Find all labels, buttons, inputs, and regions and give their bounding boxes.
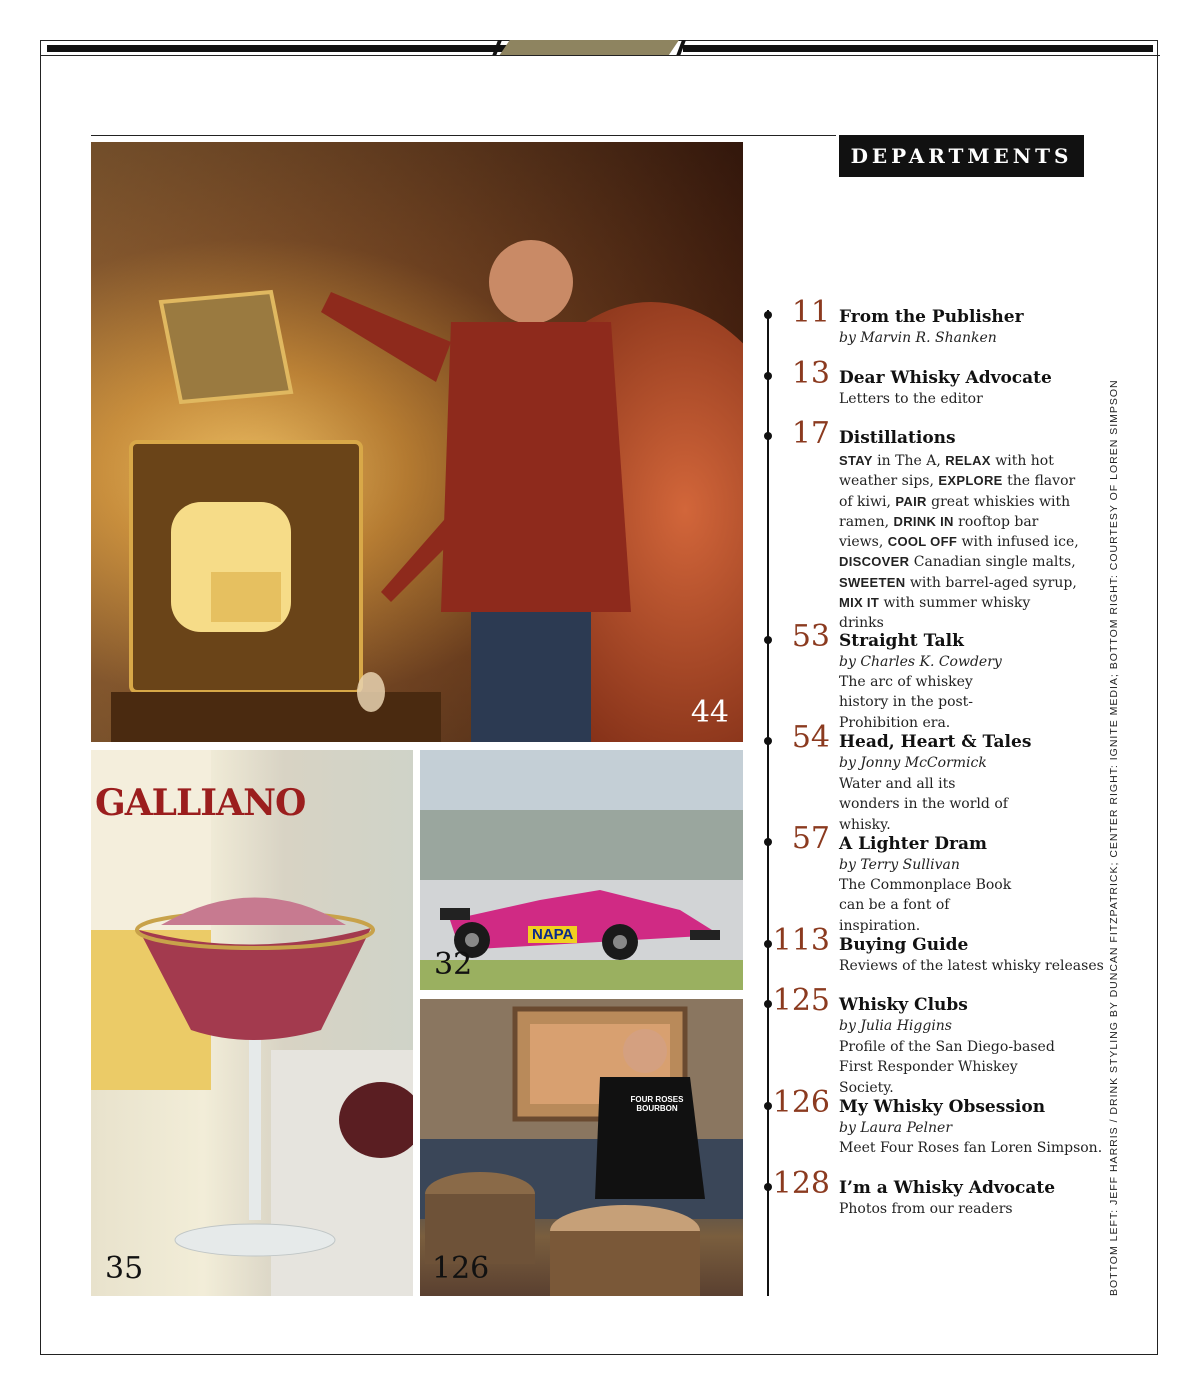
keyword: STAY bbox=[839, 453, 873, 468]
section-label: DEPARTMENTS bbox=[839, 135, 1084, 177]
toc-title[interactable]: I’m a Whisky Advocate bbox=[839, 1178, 1056, 1198]
distiller-photo bbox=[91, 142, 743, 742]
toc-byline: by Charles K. Cowdery bbox=[839, 654, 1002, 670]
keyword-text: with infused ice, bbox=[957, 534, 1079, 551]
toc-byline: by Jonny McCormick bbox=[839, 755, 987, 771]
keyword-text: the flavor of kiwi, bbox=[839, 473, 1076, 510]
toc-title[interactable]: Head, Heart & Tales bbox=[839, 732, 1032, 752]
keyword: SWEETEN bbox=[839, 574, 906, 590]
photo-page-number: 126 bbox=[432, 1251, 490, 1286]
toc-description: Water and all its wonders in the world of whisky. bbox=[839, 776, 1008, 833]
keyword: RELAX bbox=[945, 453, 991, 468]
keyword-text: with hot weather sips, bbox=[839, 453, 1054, 490]
keyword: PAIR bbox=[895, 493, 927, 509]
toc-page-number: 13 bbox=[791, 356, 830, 391]
toc-title[interactable]: Straight Talk bbox=[839, 631, 964, 651]
toc-byline: by Marvin R. Shanken bbox=[839, 330, 997, 346]
toc-description: Profile of the San Diego-based First Responder Whiskey Society. bbox=[839, 1039, 1055, 1096]
toc-title[interactable]: Dear Whisky Advocate bbox=[839, 368, 1052, 388]
keyword: COOL OFF bbox=[887, 534, 958, 550]
photo-top-rule bbox=[91, 135, 836, 136]
toc-page-number: 53 bbox=[791, 619, 830, 654]
shirt-logo: FOUR ROSES BOURBON bbox=[630, 1095, 684, 1113]
header-bar-right bbox=[683, 45, 1153, 52]
toc-title[interactable]: A Lighter Dram bbox=[839, 834, 988, 854]
keyword-text: in The A, bbox=[872, 453, 946, 469]
toc-title[interactable]: My Whisky Obsession bbox=[839, 1097, 1046, 1117]
keyword: DISCOVER bbox=[839, 554, 910, 570]
cocktail-illustration bbox=[91, 750, 413, 1296]
photo-page-number: 32 bbox=[434, 947, 473, 982]
toc-description: Letters to the editor bbox=[839, 391, 983, 407]
keyword-text: with summer whisky drinks bbox=[839, 595, 1031, 632]
toc-title[interactable]: From the Publisher bbox=[839, 307, 1024, 327]
toc-description: Meet Four Roses fan Loren Simpson. bbox=[839, 1140, 1103, 1156]
keyword-text: Canadian single malts, bbox=[909, 554, 1076, 571]
keyword-text: with barrel-aged syrup, bbox=[905, 574, 1077, 591]
keyword: MIX IT bbox=[839, 595, 880, 611]
header-decoration bbox=[40, 40, 1160, 60]
bottle-label: GALLIANO bbox=[95, 782, 306, 824]
toc-title[interactable]: Whisky Clubs bbox=[839, 995, 968, 1015]
toc-description: The Commonplace Book can be a font of inspiration. bbox=[839, 877, 1012, 934]
toc-page-number: 128 bbox=[772, 1166, 830, 1201]
header-bar-gold bbox=[499, 40, 679, 56]
toc-description: Reviews of the latest whisky releases bbox=[839, 958, 1104, 974]
cocktail-photo bbox=[91, 750, 413, 1296]
keyword: EXPLORE bbox=[938, 473, 1003, 489]
keyword-text: rooftop bar views, bbox=[839, 513, 1039, 551]
photo-page-number: 44 bbox=[690, 695, 729, 730]
toc-description: The arc of whiskey history in the post-Prohibition era. bbox=[839, 674, 974, 731]
barrel-photo bbox=[420, 999, 743, 1296]
toc-byline: by Julia Higgins bbox=[839, 1018, 952, 1034]
toc-title[interactable]: Buying Guide bbox=[839, 935, 969, 955]
toc-byline: by Terry Sullivan bbox=[839, 857, 960, 873]
toc-page-number: 125 bbox=[772, 983, 830, 1018]
distiller-illustration bbox=[91, 142, 743, 742]
header-bar-left bbox=[47, 45, 537, 52]
toc-page-number: 54 bbox=[791, 720, 830, 755]
race-car-photo bbox=[420, 750, 743, 990]
header-underline bbox=[40, 55, 1160, 56]
toc-title[interactable]: Distillations bbox=[839, 428, 956, 448]
photo-page-number: 35 bbox=[105, 1251, 144, 1286]
distillations-description bbox=[839, 451, 1079, 634]
toc-page-number: 113 bbox=[772, 923, 830, 958]
toc-description: Photos from our readers bbox=[839, 1201, 1013, 1217]
toc-page-number: 17 bbox=[791, 416, 830, 451]
toc-page-number: 126 bbox=[772, 1085, 830, 1120]
toc-page-number: 11 bbox=[791, 295, 830, 330]
car-sponsor-logo: NAPA bbox=[528, 926, 577, 943]
keyword: DRINK IN bbox=[893, 513, 954, 529]
toc-byline: by Laura Pelner bbox=[839, 1120, 953, 1136]
photo-credit: BOTTOM LEFT: JEFF HARRIS / DRINK STYLING BY DUNCAN FITZPATRICK; CENTER RIGHT: IGNITE MEDIA; BOTTOM RIGHT: COURTESY OF LOREN SIMPSON bbox=[1108, 379, 1120, 1296]
keyword-text: great whiskies with ramen, bbox=[839, 493, 1071, 530]
toc-timeline bbox=[767, 310, 769, 1296]
toc-page-number: 57 bbox=[791, 821, 830, 856]
